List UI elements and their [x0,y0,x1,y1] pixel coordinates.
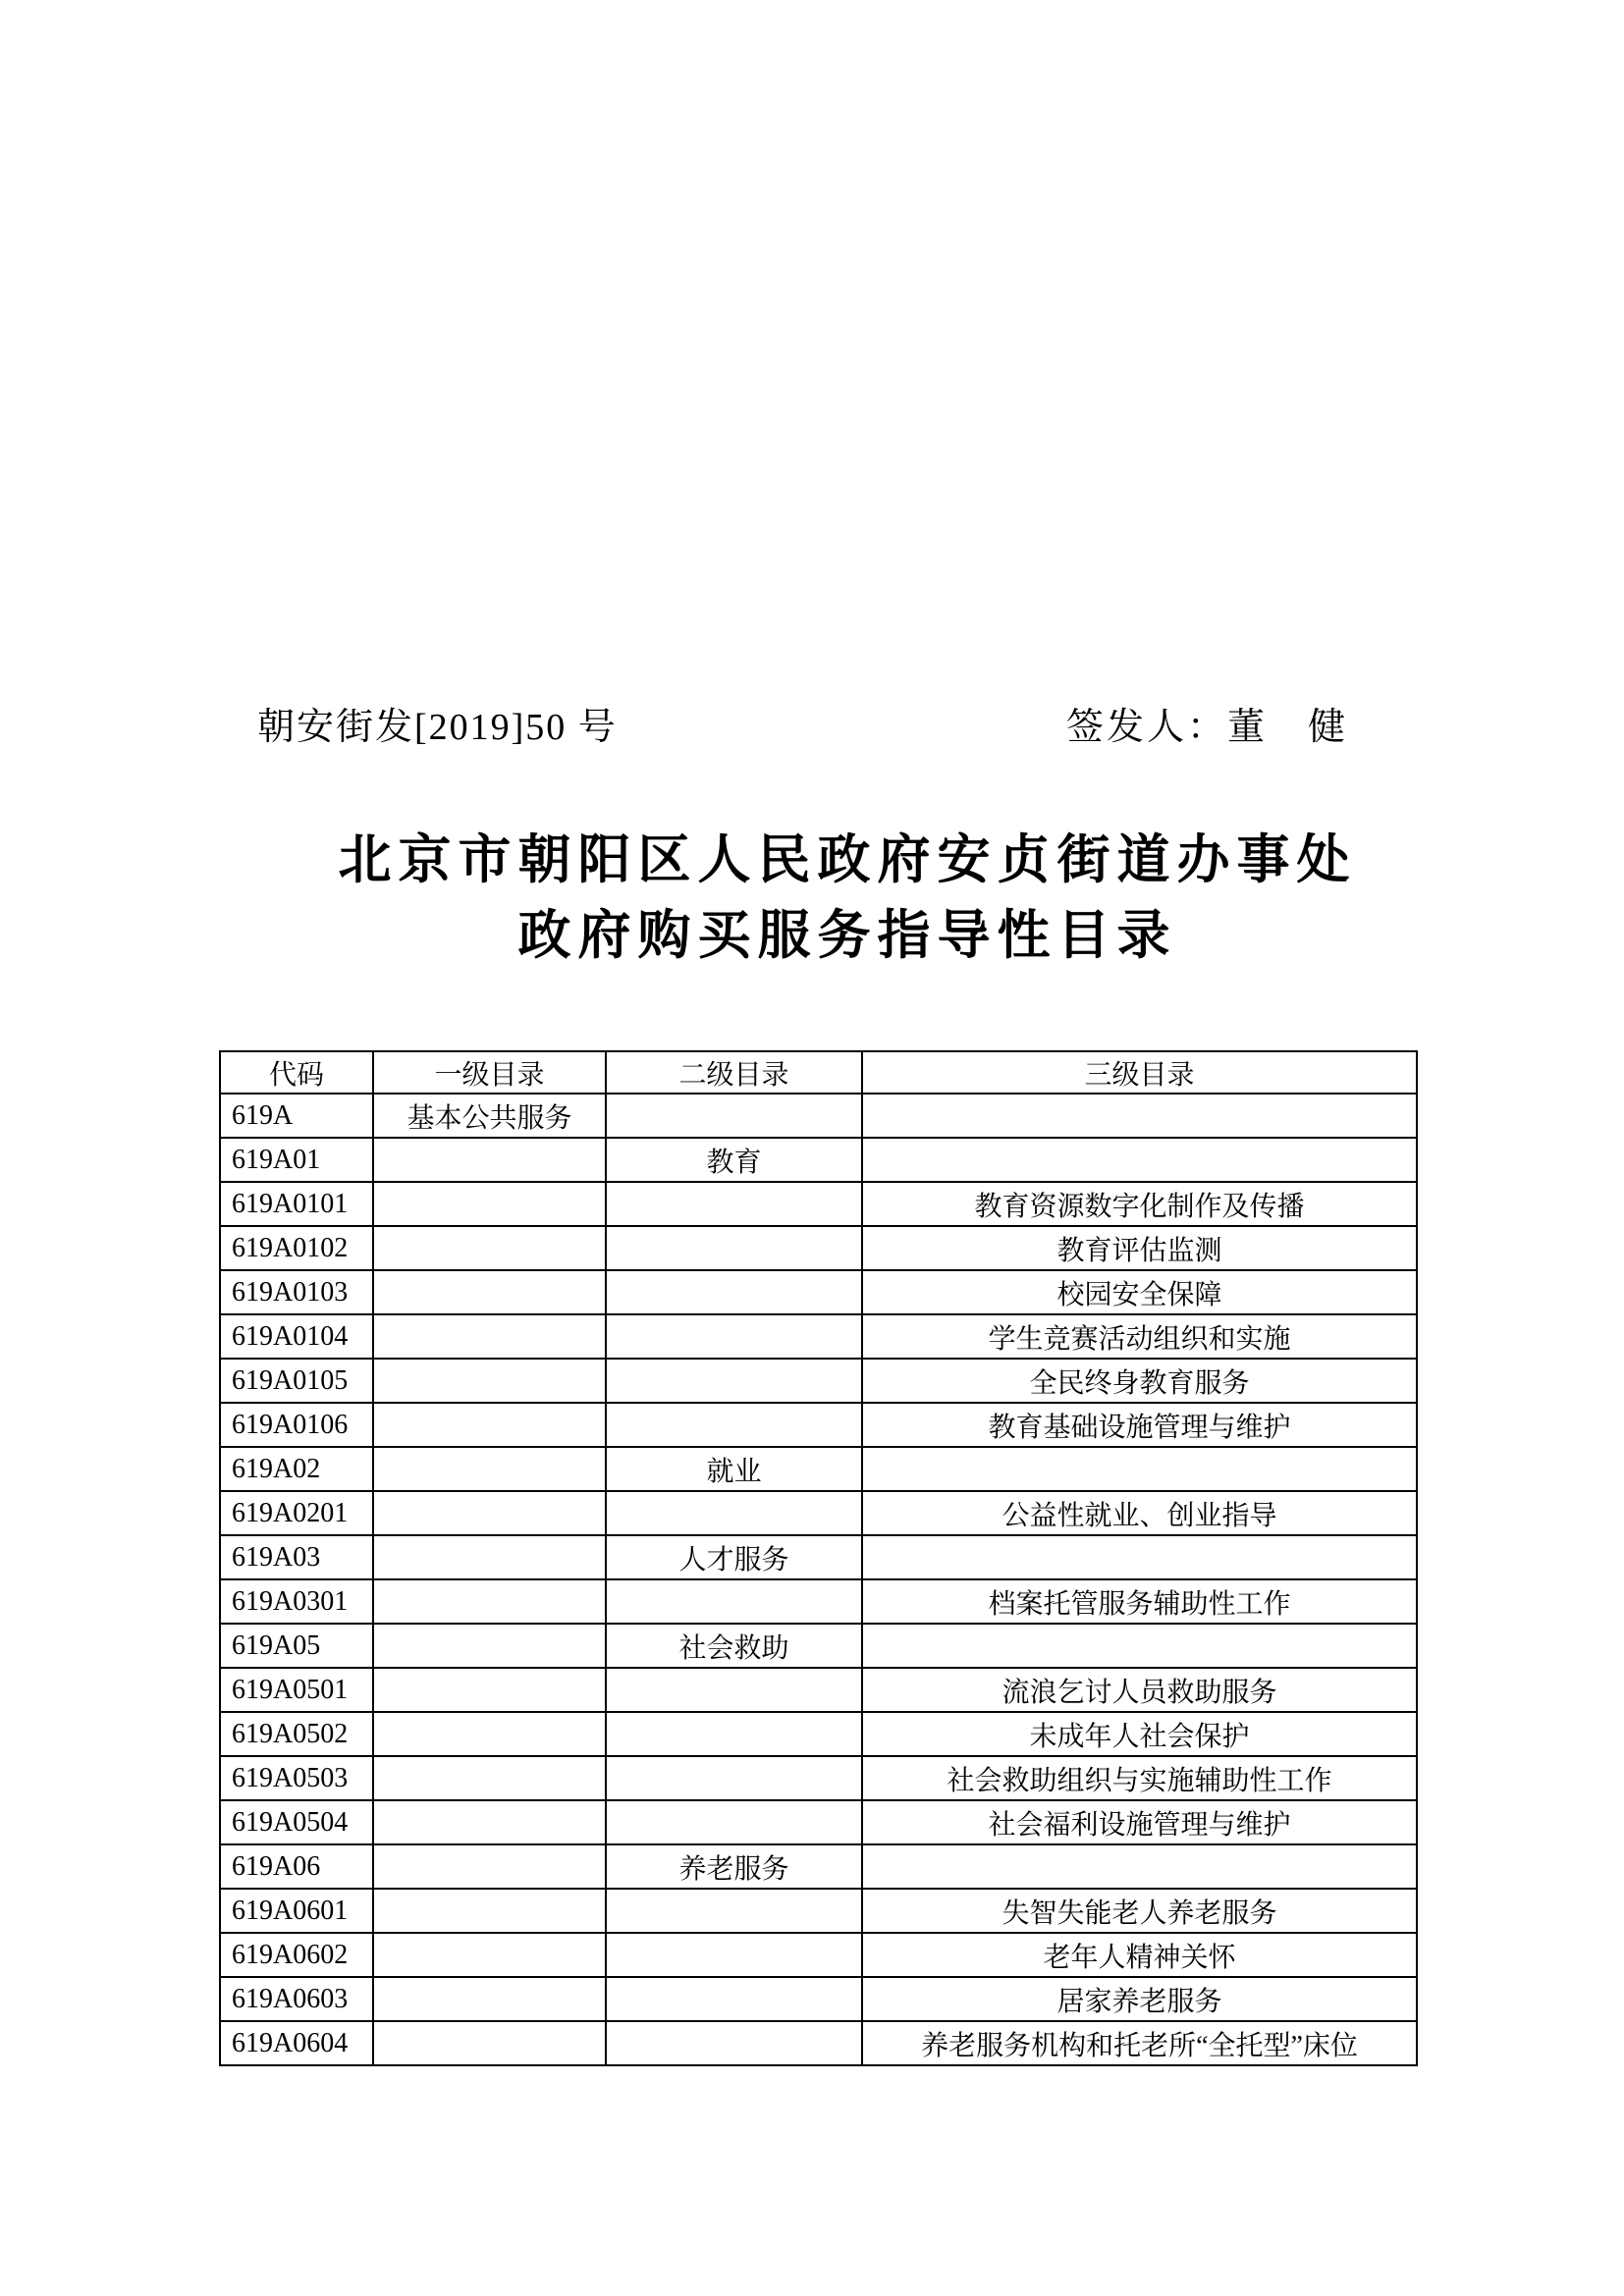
cell-level1 [373,1844,606,1889]
cell-level2 [606,1756,862,1800]
column-header-code: 代码 [220,1051,373,1094]
cell-level1 [373,1535,606,1579]
cell-code: 619A0504 [220,1800,373,1844]
cell-code: 619A0102 [220,1226,373,1270]
cell-level3: 教育基础设施管理与维护 [862,1403,1417,1447]
cell-level2 [606,1403,862,1447]
table-row [220,1579,1417,1624]
cell-level3 [862,1094,1417,1138]
cell-level3: 老年人精神关怀 [862,1933,1417,1977]
cell-code: 619A05 [220,1624,373,1668]
cell-level3 [862,1447,1417,1491]
cell-level2 [606,1226,862,1270]
cell-code: 619A0602 [220,1933,373,1977]
cell-code: 619A06 [220,1844,373,1889]
table-row [220,1756,1417,1800]
cell-code: 619A0101 [220,1182,373,1226]
cell-code: 619A [220,1094,373,1138]
cell-level2: 就业 [606,1447,862,1491]
cell-level2: 人才服务 [606,1535,862,1579]
cell-level1 [373,1624,606,1668]
cell-level2 [606,2021,862,2065]
cell-level1: 基本公共服务 [373,1094,606,1138]
document-title [218,823,1477,974]
table-row [220,1491,1417,1535]
cell-code: 619A0604 [220,2021,373,2065]
table-row [220,1933,1417,1977]
document-headline [0,705,1624,750]
cell-level1 [373,2021,606,2065]
cell-code: 619A0501 [220,1668,373,1712]
cell-code: 619A0104 [220,1314,373,1359]
table-row [220,1624,1417,1668]
table-row [220,1800,1417,1844]
table-row [220,1270,1417,1314]
cell-level3: 全民终身教育服务 [862,1359,1417,1403]
cell-code: 619A0103 [220,1270,373,1314]
cell-level1 [373,1359,606,1403]
cell-level3: 未成年人社会保护 [862,1712,1417,1756]
cell-code: 619A0301 [220,1579,373,1624]
cell-code: 619A0105 [220,1359,373,1403]
catalog-table-body [220,1094,1417,2065]
cell-level1 [373,1270,606,1314]
column-header-level2: 二级目录 [606,1051,862,1094]
cell-code: 619A02 [220,1447,373,1491]
cell-level3: 养老服务机构和托老所“全托型”床位 [862,2021,1417,2065]
cell-level1 [373,1712,606,1756]
cell-code: 619A03 [220,1535,373,1579]
cell-level3: 档案托管服务辅助性工作 [862,1579,1417,1624]
cell-level2 [606,1359,862,1403]
cell-level1 [373,1889,606,1933]
table-row [220,1447,1417,1491]
cell-level2 [606,1712,862,1756]
table-row [220,1889,1417,1933]
cell-level3 [862,1844,1417,1889]
table-row [220,1668,1417,1712]
cell-level3: 教育评估监测 [862,1226,1417,1270]
table-row [220,1844,1417,1889]
cell-level1 [373,1403,606,1447]
title-line-2: 政府购买服务指导性目录 [517,906,1177,965]
document-number: 朝安街发[2019]50 号 [257,707,618,748]
table-row [220,1094,1417,1138]
table-row [220,1226,1417,1270]
cell-level1 [373,1138,606,1182]
cell-level3: 失智失能老人养老服务 [862,1889,1417,1933]
cell-level2 [606,1270,862,1314]
cell-level3 [862,1138,1417,1182]
table-row [220,1138,1417,1182]
cell-level3: 社会救助组织与实施辅助性工作 [862,1756,1417,1800]
cell-level2: 社会救助 [606,1624,862,1668]
cell-level2 [606,1800,862,1844]
cell-level2 [606,1977,862,2021]
cell-level3: 流浪乞讨人员救助服务 [862,1668,1417,1712]
catalog-table [219,1050,1418,2066]
cell-code: 619A0601 [220,1889,373,1933]
cell-level2 [606,1314,862,1359]
cell-level2 [606,1491,862,1535]
cell-level1 [373,1579,606,1624]
cell-level1 [373,1977,606,2021]
cell-level1 [373,1314,606,1359]
cell-level2: 教育 [606,1138,862,1182]
cell-level3 [862,1535,1417,1579]
cell-code: 619A0106 [220,1403,373,1447]
table-row [220,1403,1417,1447]
cell-level2 [606,1668,862,1712]
cell-level3: 居家养老服务 [862,1977,1417,2021]
cell-level1 [373,1182,606,1226]
column-header-level1: 一级目录 [373,1051,606,1094]
table-row [220,2021,1417,2065]
cell-level1 [373,1491,606,1535]
table-row [220,1977,1417,2021]
cell-code: 619A0201 [220,1491,373,1535]
cell-level2 [606,1889,862,1933]
cell-level1 [373,1668,606,1712]
table-row [220,1359,1417,1403]
table-row [220,1535,1417,1579]
cell-code: 619A0502 [220,1712,373,1756]
cell-level3: 校园安全保障 [862,1270,1417,1314]
cell-level3: 教育资源数字化制作及传播 [862,1182,1417,1226]
cell-code: 619A01 [220,1138,373,1182]
cell-level1 [373,1447,606,1491]
cell-level1 [373,1226,606,1270]
signer-line: 签发人：董 健 [1066,707,1349,748]
column-header-level3: 三级目录 [862,1051,1417,1094]
cell-level2 [606,1094,862,1138]
cell-level1 [373,1933,606,1977]
title-line-1: 北京市朝阳区人民政府安贞街道办事处 [338,830,1357,889]
table-header-row [220,1051,1417,1094]
cell-level3 [862,1624,1417,1668]
table-row [220,1182,1417,1226]
cell-level3: 社会福利设施管理与维护 [862,1800,1417,1844]
cell-level2 [606,1933,862,1977]
cell-level2 [606,1182,862,1226]
cell-level1 [373,1800,606,1844]
cell-level3: 学生竞赛活动组织和实施 [862,1314,1417,1359]
cell-level2: 养老服务 [606,1844,862,1889]
table-row [220,1314,1417,1359]
cell-code: 619A0603 [220,1977,373,2021]
cell-code: 619A0503 [220,1756,373,1800]
table-row [220,1712,1417,1756]
cell-level3: 公益性就业、创业指导 [862,1491,1417,1535]
cell-level2 [606,1579,862,1624]
cell-level1 [373,1756,606,1800]
